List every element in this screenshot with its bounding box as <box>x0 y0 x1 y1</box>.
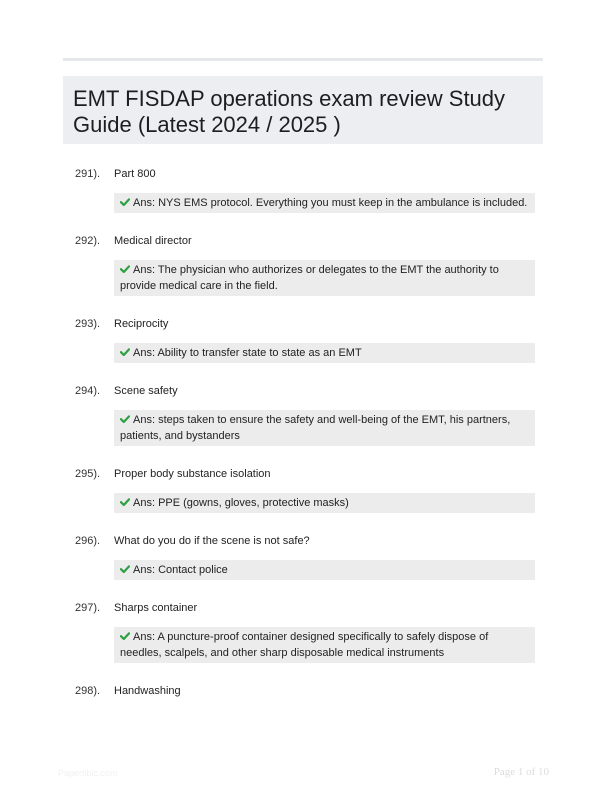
question-number: 298). <box>75 685 101 697</box>
qa-item <box>75 683 535 699</box>
check-icon <box>120 631 130 641</box>
qa-item <box>75 600 535 663</box>
question-row <box>75 533 535 549</box>
footer-watermark: Papertibic.com <box>58 768 118 778</box>
check-icon <box>120 414 130 424</box>
check-icon <box>120 347 130 357</box>
page-title: EMT FISDAP operations exam review Study Guide (Latest 2024 / 2025 ) <box>73 86 506 137</box>
question-number: 295). <box>75 468 101 480</box>
question-row <box>75 316 535 332</box>
check-icon <box>120 264 130 274</box>
check-icon <box>120 197 130 207</box>
answer-box <box>114 260 535 296</box>
question-row <box>75 383 535 399</box>
answer-box <box>114 560 535 580</box>
title-banner <box>63 76 543 144</box>
check-icon <box>120 497 130 507</box>
top-divider <box>63 58 543 61</box>
question-number: 296). <box>75 535 101 547</box>
qa-list <box>75 166 535 719</box>
qa-item <box>75 466 535 513</box>
answer-text: Ans: The physician who authorizes or delegates to the EMT the authority to provide medical care in the field. <box>120 264 499 292</box>
qa-item <box>75 533 535 580</box>
answer-box <box>114 410 535 446</box>
question-text: Reciprocity <box>114 318 169 330</box>
question-row <box>75 466 535 482</box>
question-row <box>75 600 535 616</box>
question-row <box>75 683 535 699</box>
question-text: Sharps container <box>114 602 198 614</box>
question-number: 292). <box>75 235 101 247</box>
answer-box <box>114 493 535 513</box>
qa-item <box>75 166 535 213</box>
question-text: Handwashing <box>114 685 181 697</box>
answer-box <box>114 343 535 363</box>
qa-item <box>75 316 535 363</box>
question-text: What do you do if the scene is not safe? <box>114 535 310 547</box>
page-number: Page 1 of 10 <box>493 766 549 778</box>
answer-text: Ans: Contact police <box>133 564 228 576</box>
qa-item <box>75 233 535 296</box>
question-row <box>75 233 535 249</box>
answer-text: Ans: steps taken to ensure the safety and well-being of the EMT, his partners, patients, and bystanders <box>120 414 511 442</box>
answer-box <box>114 193 535 213</box>
question-number: 293). <box>75 318 101 330</box>
question-number: 294). <box>75 385 101 397</box>
question-number: 297). <box>75 602 101 614</box>
question-number: 291). <box>75 168 101 180</box>
answer-text: Ans: NYS EMS protocol. Everything you must keep in the ambulance is included. <box>133 197 528 209</box>
answer-text: Ans: A puncture-proof container designed specifically to safely dispose of needles, scalpels, and other sharp disposable medical instruments <box>120 631 489 659</box>
question-row <box>75 166 535 182</box>
question-text: Medical director <box>114 235 192 247</box>
answer-text: Ans: Ability to transfer state to state as an EMT <box>133 347 362 359</box>
answer-box <box>114 627 535 663</box>
qa-item <box>75 383 535 446</box>
question-text: Part 800 <box>114 168 156 180</box>
answer-text: Ans: PPE (gowns, gloves, protective masks) <box>133 497 349 509</box>
check-icon <box>120 564 130 574</box>
question-text: Scene safety <box>114 385 178 397</box>
question-text: Proper body substance isolation <box>114 468 271 480</box>
